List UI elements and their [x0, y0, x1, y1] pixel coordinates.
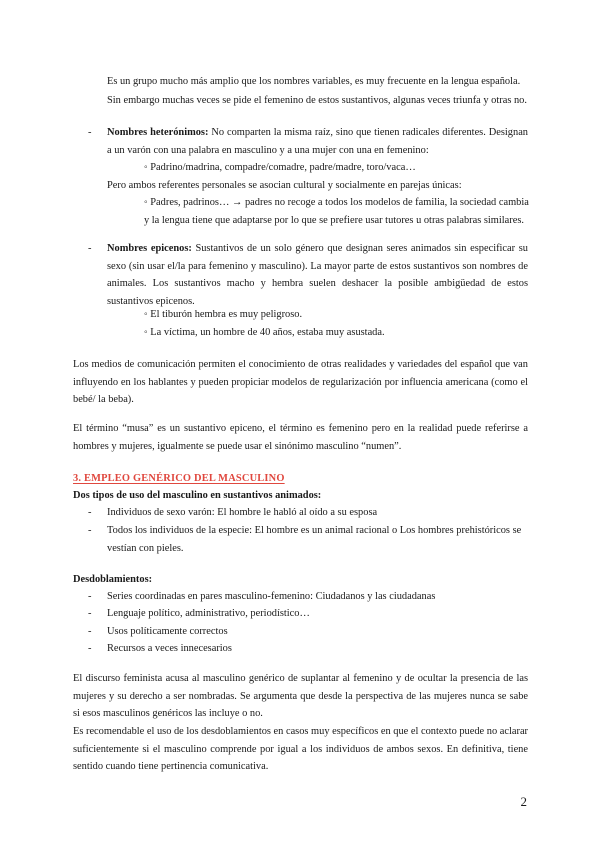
list-item-text: Lenguaje político, administrativo, periodístico… — [107, 608, 310, 619]
page-number: 2 — [520, 794, 527, 809]
epicenos-term: Nombres epicenos: — [107, 243, 192, 254]
list-dash: - — [88, 507, 92, 518]
list-item-text: Recursos a veces innecesarios — [107, 643, 232, 654]
list-dash: - — [88, 608, 92, 619]
list-dash: - — [88, 643, 92, 654]
paragraph-recomendable: Es recomendable el uso de los desdoblamientos en casos muy específicos en que el contexto puede no aclarar suficientemente si el masculino comprende por igual a los individuos de ambos sexos. En definitiva, tiene sentido cuando tiene pertinencia comunicativa. — [73, 726, 529, 773]
list-dash: - — [88, 591, 92, 602]
section-3-heading: 3. EMPLEO GENÉRICO DEL MASCULINO — [73, 473, 285, 484]
heteronimos-example-2: ◦ Padres, padrinos… → padres no recoge a todos los modelos de familia, la sociedad cambia y la lengua tiene que adaptarse por lo que se prefiere usar tutores u otras palabras similares. — [144, 197, 529, 226]
epicenos-example-1: ◦ El tiburón hembra es muy peligroso. — [144, 309, 303, 320]
list-dash: - — [88, 243, 92, 254]
list-dash: - — [88, 626, 92, 637]
list-item-text: Todos los individuos de la especie: El hombre es un animal racional o Los hombres prehistóricos se vestían con pieles. — [107, 525, 522, 554]
epicenos-example-2: ◦ La víctima, un hombre de 40 años, estaba muy asustada. — [144, 327, 385, 338]
heteronimos-text: No comparten la misma raíz, sino que tienen radicales diferentes. Designan a un varón con una palabra en masculino y a una mujer con una en femenino: — [107, 127, 528, 156]
heteronimos-pero-line: Pero ambos referentes personales se asocian cultural y socialmente en parejas únicas: — [107, 180, 462, 191]
list-dash: - — [88, 525, 92, 536]
paragraph-musa: El término “musa” es un sustantivo epiceno, el término es femenino pero en la realidad puede referirse a hombres y mujeres, igualmente se puede usar el sinónimo masculino “numen”. — [73, 423, 528, 452]
epicenos-text: Sustantivos de un solo género que designan seres animados sin especificar su sexo (sin usar el/la para femenino y masculino). La mayor parte de estos sustantivos son nombres de animales. Los sustantivos macho y hembra suelen deshacer la posible ambigüedad de estos sustantivos epicenos. — [107, 243, 528, 307]
section-3-subheading: Dos tipos de uso del masculino en sustantivos animados: — [73, 490, 322, 501]
epicenos-paragraph — [107, 240, 528, 310]
list-item-text: Individuos de sexo varón: El hombre le habló al oído a su esposa — [107, 507, 378, 518]
heteronimos-paragraph — [107, 124, 528, 159]
intro-line-1: Es un grupo mucho más amplio que los nombres variables, es muy frecuente en la lengua española. — [107, 76, 521, 87]
desdoblamientos-heading: Desdoblamientos: — [73, 574, 153, 585]
paragraph-feminista: El discurso feminista acusa al masculino genérico de suplantar al femenino y de ocultar la presencia de las mujeres y su derecho a ser nombradas. Se argumenta que desde la perspectiva de las mujeres nunca se sabe si esos masculinos genéricos las incluye o no. — [73, 673, 528, 720]
list-item-text: Usos políticamente correctos — [107, 626, 228, 637]
list-dash: - — [88, 127, 92, 138]
intro-line-2: Sin embargo muchas veces se pide el femenino de estos sustantivos, algunas veces triunfa y otras no. — [107, 95, 527, 106]
paragraph-medios: Los medios de comunicación permiten el conocimiento de otras realidades y variedades del español que van influyendo en los hablantes y pueden propiciar modelos de regularización por influencia americana (como el bebé/ la beba). — [73, 359, 528, 406]
heteronimos-term: Nombres heterónimos: — [107, 127, 209, 138]
list-item-text: Series coordinadas en pares masculino-femenino: Ciudadanos y las ciudadanas — [107, 591, 436, 602]
heteronimos-example-1: ◦ Padrino/madrina, compadre/comadre, padre/madre, toro/vaca… — [144, 162, 416, 173]
